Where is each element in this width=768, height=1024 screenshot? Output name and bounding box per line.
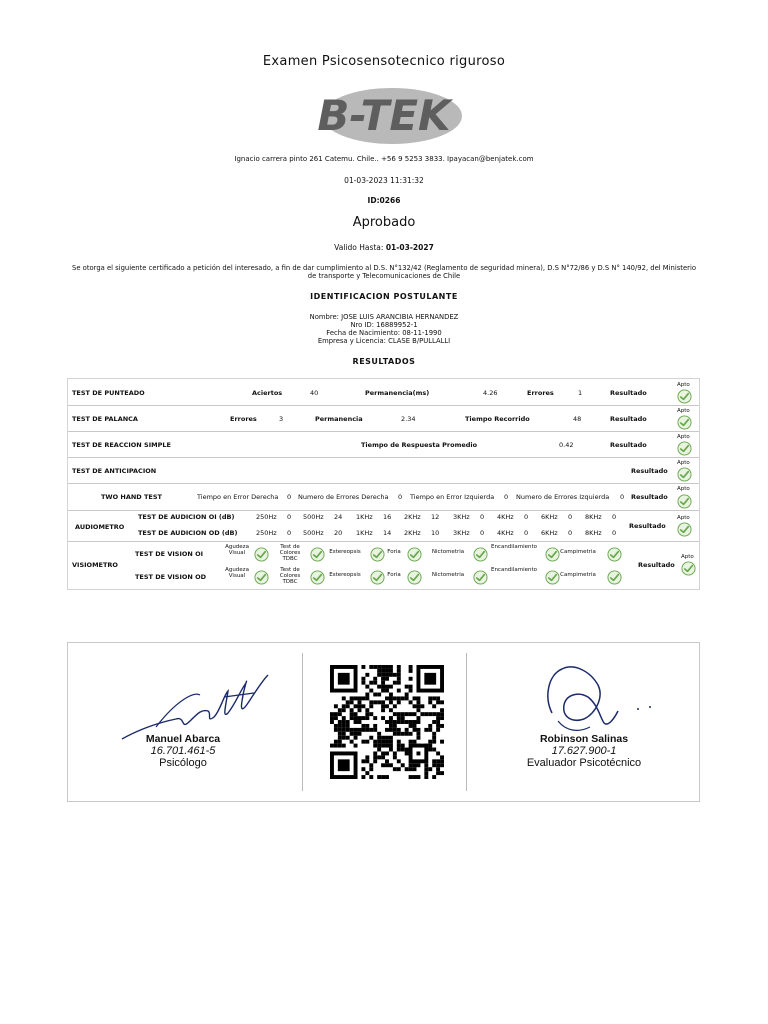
result-label: Resultado: [629, 522, 666, 530]
db-value: 0: [524, 513, 529, 521]
right-signer: [504, 733, 664, 769]
signer-name: Manuel Abarca: [145, 733, 221, 745]
checkmark-circle-icon: [677, 415, 692, 430]
result-label: Resultado: [610, 441, 647, 449]
field-value: 48: [573, 415, 582, 423]
signer-role: Psicólogo: [159, 757, 207, 769]
db-value: 0: [480, 529, 485, 537]
test-name: TWO HAND TEST: [101, 493, 162, 501]
vision-item-label: Agudeza Visual: [225, 544, 249, 556]
result-label: Resultado: [610, 389, 647, 397]
vision-od-label: TEST DE VISION OD: [135, 573, 207, 581]
test-name: TEST DE PALANCA: [72, 415, 138, 423]
vision-item-label: Agudeza Visual: [225, 567, 249, 579]
db-value: 0: [568, 529, 573, 537]
audio-label: TEST DE AUDICION OD (dB): [138, 529, 238, 537]
checkmark-circle-icon: [677, 494, 692, 509]
field-value: 0: [398, 493, 403, 501]
applicant-info: [0, 313, 768, 345]
apto-label: Apto: [677, 408, 690, 414]
field-label: Tiempo en Error Derecha: [197, 493, 279, 501]
vision-item-label: Foria: [387, 572, 401, 578]
exam-datetime: 01-03-2023 11:31:32: [344, 176, 424, 185]
valid-until: [0, 243, 768, 252]
field-value: 0: [504, 493, 509, 501]
checkmark-circle-icon: [254, 570, 269, 585]
db-value: 12: [431, 513, 440, 521]
field-label: Errores: [527, 389, 554, 397]
signer-role: Evaluador Psicotécnico: [526, 757, 642, 769]
vision-item-label: Nictometria: [431, 572, 465, 578]
db-value: 0: [612, 513, 617, 521]
checkmark-circle-icon: [677, 467, 692, 482]
field-label: Errores: [230, 415, 257, 423]
freq: 6KHz: [541, 513, 558, 521]
signer-name: Robinson Salinas: [539, 733, 629, 745]
result-label: Resultado: [638, 561, 675, 569]
freq: 4KHz: [497, 513, 514, 521]
btek-logo: [296, 86, 472, 146]
company-address: Ignacio carrera pinto 261 Catemu. Chile.. +56 9 5253 3833. Ipayacan@benjatek.com: [234, 155, 534, 163]
field-label: Permanencia(ms): [365, 389, 430, 397]
field-value: 0: [287, 493, 292, 501]
db-value: 10: [431, 529, 440, 537]
vision-item-label: Foria: [387, 549, 401, 555]
checkmark-circle-icon: [607, 547, 622, 562]
signer-rut: 17.627.900-1: [551, 745, 617, 757]
test-name: TEST DE PUNTEADO: [72, 389, 145, 397]
applicant-id: Nro ID: 16889952-1: [350, 321, 418, 329]
field-value: 4.26: [483, 389, 498, 397]
field-label: Tiempo de Respuesta Promedio: [361, 441, 478, 449]
result-label: Resultado: [631, 467, 668, 475]
field-label: Numero de Errores Derecha: [298, 493, 389, 501]
freq: 500Hz: [303, 529, 324, 537]
db-value: 16: [383, 513, 392, 521]
row-audiometro: [68, 511, 699, 542]
qr-frame: [302, 653, 467, 791]
apto-label: Apto: [677, 460, 690, 466]
vision-item-label: Test de Colores TDBC: [279, 544, 301, 562]
checkmark-circle-icon: [677, 389, 692, 404]
field-label: Aciertos: [252, 389, 283, 397]
signature-box: [67, 642, 700, 802]
field-value: 40: [310, 389, 319, 397]
audio-label: TEST DE AUDICION OI (dB): [138, 513, 235, 521]
field-value: 0: [620, 493, 625, 501]
checkmark-circle-icon: [254, 547, 269, 562]
test-name: VISIOMETRO: [72, 561, 118, 569]
certificate-id: ID:0266: [367, 196, 401, 205]
apto-label: Apto: [677, 515, 690, 521]
document-title: Examen Psicosensotecnico riguroso: [262, 54, 506, 69]
apto-label: Apto: [677, 434, 690, 440]
signature-robinson-salinas: [538, 661, 658, 743]
row-punteado: [68, 379, 699, 406]
freq: 1KHz: [356, 513, 373, 521]
db-value: 24: [334, 513, 343, 521]
checkmark-circle-icon: [407, 570, 422, 585]
valid-label: Valido Hasta:: [334, 243, 384, 252]
result-label: Resultado: [610, 415, 647, 423]
checkmark-circle-icon: [370, 547, 385, 562]
vision-item-label: Campimetria: [560, 572, 596, 578]
freq: 250Hz: [256, 529, 277, 537]
vision-item-label: Estereopsis: [329, 572, 361, 578]
db-value: 0: [287, 529, 292, 537]
field-label: Numero de Errores Izquierda: [516, 493, 610, 501]
freq: 2KHz: [404, 513, 421, 521]
db-value: 0: [287, 513, 292, 521]
db-value: 0: [568, 513, 573, 521]
freq: 6KHz: [541, 529, 558, 537]
results-table: [67, 378, 700, 590]
vision-item-label: Estereopsis: [329, 549, 361, 555]
vision-item-label: Encandilamiento: [490, 567, 538, 573]
exam-status: Aprobado: [352, 215, 416, 230]
apto-label: Apto: [677, 486, 690, 492]
apto-label: Apto: [677, 382, 690, 388]
valid-date: 01-03-2027: [385, 243, 434, 252]
row-anticipacion: [68, 458, 699, 484]
checkmark-circle-icon: [681, 561, 696, 576]
vision-item-label: Nictometria: [431, 549, 465, 555]
checkmark-circle-icon: [407, 547, 422, 562]
results-heading: RESULTADOS: [352, 357, 416, 366]
vision-oi-label: TEST DE VISION OI: [135, 550, 204, 558]
field-value: 3: [279, 415, 284, 423]
checkmark-circle-icon: [607, 570, 622, 585]
db-value: 0: [480, 513, 485, 521]
apto-label: Apto: [681, 554, 694, 560]
db-value: 20: [334, 529, 343, 537]
legal-statement: Se otorga el siguiente certificado a petición del interesado, a fin de dar cumplimiento al D.S. N°132/42 (Reglamento de seguridad minera), D.S N°72/86 y D.S N° 140/92, del Ministerio de transporte y Telecomunicaciones de Chile: [72, 264, 696, 280]
freq: 2KHz: [404, 529, 421, 537]
freq: 250Hz: [256, 513, 277, 521]
checkmark-circle-icon: [677, 441, 692, 456]
test-name: TEST DE REACCION SIMPLE: [72, 441, 171, 449]
row-visiometro: [68, 542, 699, 589]
field-value: 1: [578, 389, 583, 397]
applicant-name: Nombre: JOSE LUIS ARANCIBIA HERNANDEZ: [309, 313, 459, 321]
vision-item-label: Encandilamiento: [490, 544, 538, 550]
applicant-birthdate: Fecha de Nacimiento: 08-11-1990: [326, 329, 442, 337]
test-name: AUDIOMETRO: [75, 523, 125, 531]
signature-manuel-abarca: [116, 661, 276, 741]
db-value: 0: [612, 529, 617, 537]
freq: 3KHz: [453, 513, 470, 521]
test-name: TEST DE ANTICIPACION: [72, 467, 157, 475]
freq: 8KHz: [585, 513, 602, 521]
db-value: 14: [383, 529, 392, 537]
freq: 3KHz: [453, 529, 470, 537]
freq: 8KHz: [585, 529, 602, 537]
logo-text: B-TEK: [317, 91, 451, 140]
qr-code: [317, 665, 457, 779]
applicant-heading: IDENTIFICACION POSTULANTE: [310, 292, 458, 301]
freq: 4KHz: [497, 529, 514, 537]
vision-item-label: Campimetria: [560, 549, 596, 555]
row-two-hand: [68, 484, 699, 511]
field-label: Tiempo Recorrido: [465, 415, 530, 423]
result-label: Resultado: [631, 493, 668, 501]
freq: 1KHz: [356, 529, 373, 537]
field-label: Permanencia: [315, 415, 363, 423]
freq: 500Hz: [303, 513, 324, 521]
field-value: 2.34: [401, 415, 416, 423]
left-signer: [103, 733, 263, 769]
row-reaccion: [68, 432, 699, 458]
vision-item-label: Test de Colores TDBC: [279, 567, 301, 585]
signer-rut: 16.701.461-5: [150, 745, 216, 757]
checkmark-circle-icon: [370, 570, 385, 585]
field-value: 0.42: [559, 441, 574, 449]
applicant-company: Empresa y Licencia: CLASE B/PULLALLI: [317, 337, 451, 345]
checkmark-circle-icon: [677, 522, 692, 537]
db-value: 0: [524, 529, 529, 537]
field-label: Tiempo en Error Izquierda: [410, 493, 495, 501]
row-palanca: [68, 406, 699, 432]
